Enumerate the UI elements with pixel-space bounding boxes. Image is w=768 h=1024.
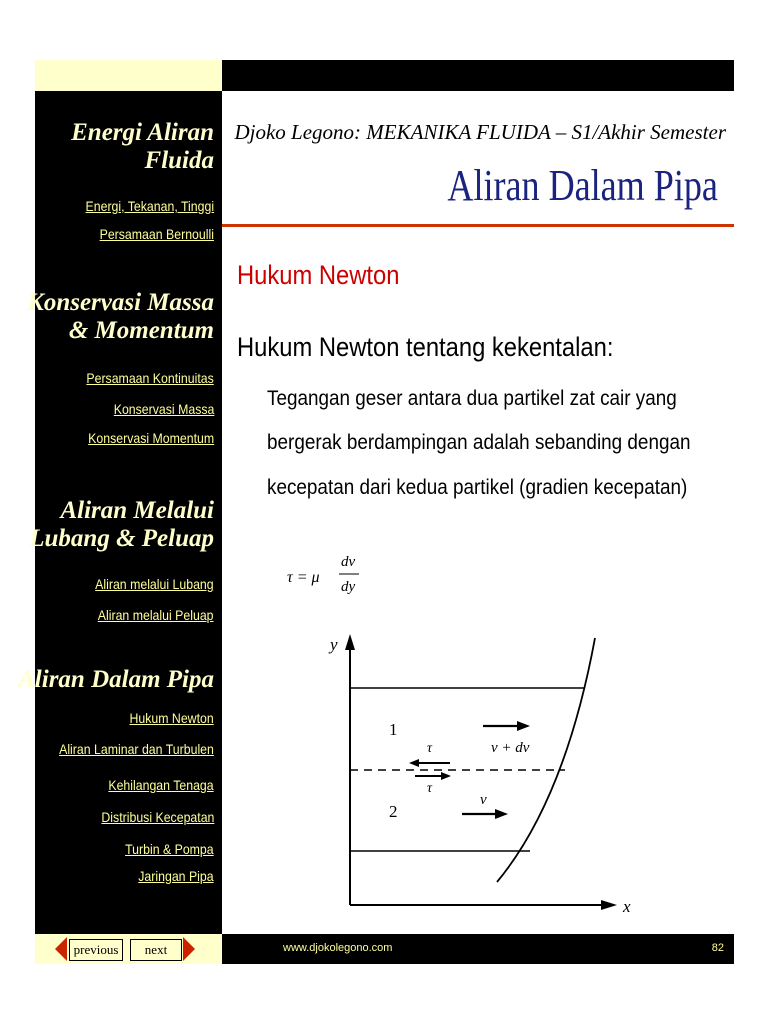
sidebar-section-title-line: Aliran Melalui — [60, 497, 214, 524]
sidebar-section-title-line: & Momentum — [68, 317, 214, 344]
shear-tau-bottom-label: τ — [427, 781, 433, 796]
velocity-profile-curve — [497, 638, 595, 882]
sidebar-link-persamaan-bernoulli[interactable]: Persamaan Bernoulli — [99, 226, 214, 242]
sidebar-link-konservasi-momentum[interactable]: Konservasi Momentum — [88, 430, 214, 446]
previous-arrow-icon[interactable] — [55, 937, 67, 961]
lead-text: Hukum Newton tentang kekentalan: — [237, 332, 614, 362]
sidebar-link-konservasi-massa[interactable]: Konservasi Massa — [113, 401, 214, 417]
layer-2-label: 2 — [389, 802, 398, 821]
slide — [18, 60, 734, 964]
sidebar-link-kehilangan-tenaga[interactable]: Kehilangan Tenaga — [108, 777, 214, 793]
velocity-upper-label: v + dv — [491, 740, 530, 756]
sidebar-nav — [18, 91, 222, 934]
body-text-line: bergerak berdampingan adalah sebanding dengan — [267, 431, 691, 454]
header-author: Djoko Legono: MEKANIKA FLUIDA – S1/Akhir Semester — [234, 120, 726, 144]
x-axis-arrowhead — [601, 900, 617, 910]
sidebar-section-title-aliran-melalui — [29, 497, 214, 553]
sidebar-section-title-aliran-dalam-pipa — [18, 666, 214, 694]
sidebar-link-turbin-pompa[interactable]: Turbin & Pompa — [125, 841, 214, 857]
top-bar-left — [35, 60, 222, 91]
velocity-arrow-lower-head — [495, 809, 508, 819]
sidebar-section-title-line: Konservasi Massa — [27, 289, 214, 316]
sidebar-link-energi-tekanan-tinggi[interactable]: Energi, Tekanan, Tinggi — [85, 198, 214, 214]
y-axis-label: y — [330, 635, 338, 654]
equation-numerator: dv — [341, 554, 356, 570]
velocity-lower-label: v — [480, 792, 487, 808]
newton-viscosity-figure — [265, 530, 645, 920]
velocity-arrow-upper-head — [517, 721, 530, 731]
sidebar-link-distribusi-kecepatan[interactable]: Distribusi Kecepatan — [101, 809, 214, 825]
sidebar-link-hukum-newton[interactable]: Hukum Newton — [129, 710, 214, 726]
sidebar-link-jaringan-pipa[interactable]: Jaringan Pipa — [138, 868, 214, 884]
section-heading: Hukum Newton — [237, 260, 400, 290]
sidebar-link-aliran-laminar-turbulen[interactable]: Aliran Laminar dan Turbulen — [59, 741, 214, 757]
shear-arrow-top-head — [409, 759, 419, 767]
x-axis-label: x — [623, 897, 631, 916]
shear-tau-top-label: τ — [427, 741, 433, 756]
sidebar-section-title-line: Fluida — [144, 147, 214, 174]
top-bar-right — [222, 60, 734, 91]
sidebar-link-persamaan-kontinuitas[interactable]: Persamaan Kontinuitas — [86, 370, 214, 386]
header-divider — [222, 224, 734, 227]
equation-lhs: τ = μ — [287, 569, 320, 586]
nav-button-area — [35, 934, 222, 964]
sidebar-link-aliran-melalui-peluap[interactable]: Aliran melalui Peluap — [98, 607, 214, 623]
page-number: 82 — [711, 942, 724, 954]
next-button[interactable]: next — [130, 939, 182, 961]
sidebar-section-title-line: Lubang & Peluap — [29, 525, 214, 552]
next-arrow-icon[interactable] — [183, 937, 195, 961]
footer-bar — [35, 934, 734, 964]
sidebar-section-title-energi — [71, 119, 214, 175]
equation-denominator: dy — [341, 579, 356, 595]
body-text-line: Tegangan geser antara dua partikel zat cair yang — [267, 387, 677, 410]
body-text-line: kecepatan dari kedua partikel (gradien kecepatan) — [267, 476, 688, 499]
sidebar-section-title-konservasi — [27, 289, 214, 345]
page-title: Aliran Dalam Pipa — [447, 161, 718, 210]
previous-button[interactable]: previous — [69, 939, 123, 961]
footer-url[interactable]: www.djokolegono.com — [283, 942, 393, 954]
layer-1-label: 1 — [389, 720, 398, 739]
sidebar-section-title-line: Energi Aliran — [71, 119, 214, 146]
y-axis-arrowhead — [345, 634, 355, 650]
sidebar-link-aliran-melalui-lubang[interactable]: Aliran melalui Lubang — [95, 576, 214, 592]
shear-arrow-bottom-head — [441, 772, 451, 780]
sidebar-section-title-line: Aliran Dalam Pipa — [18, 666, 214, 693]
